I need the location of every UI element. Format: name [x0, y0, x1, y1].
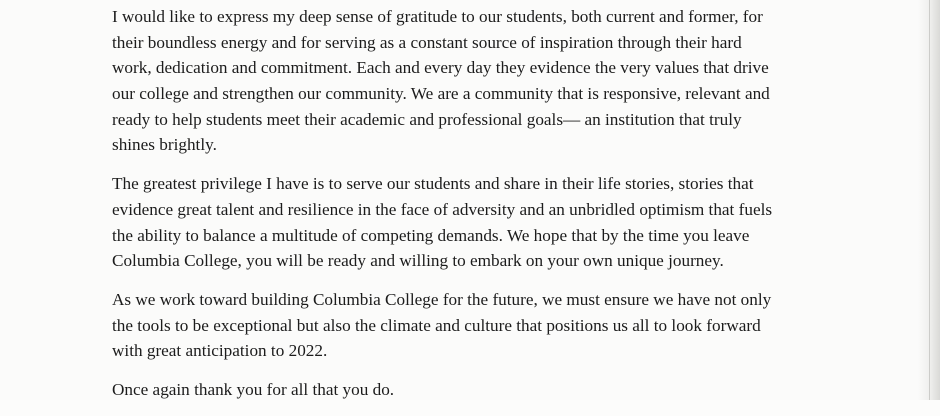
- text-line: I would like to express my deep sense of gratitude to our students, both current and former, for: [112, 7, 763, 26]
- paragraph-thanks: [112, 377, 912, 403]
- text-line: As we work toward building Columbia College for the future, we must ensure we have not only: [112, 289, 772, 309]
- text-line: with great anticipation to 2022.: [112, 341, 328, 361]
- paragraph-future: [112, 287, 912, 364]
- paragraph-gratitude: [112, 4, 912, 158]
- text-line: the tools to be exceptional but also the climate and culture that positions us all to look forward: [112, 315, 761, 335]
- text-line: The greatest privilege I have is to serve our students and share in their life stories, stories that: [112, 174, 754, 194]
- text-line: Once again thank you for all that you do.: [112, 379, 395, 399]
- text-line: work, dedication and commitment. Each and every day they evidence the very values that drive: [112, 58, 769, 78]
- text-line: Columbia College, you will be ready and willing to embark on your own unique journey.: [112, 251, 724, 271]
- scan-edge-line: [929, 0, 930, 400]
- paragraph-privilege: [112, 171, 912, 274]
- text-line: their boundless energy and for serving as a constant source of inspiration through their hard: [112, 32, 742, 52]
- letter-body: [112, 4, 912, 416]
- text-line: shines brightly.: [112, 135, 217, 155]
- text-line: the ability to balance a multitude of competing demands. We hope that by the time you leave: [112, 225, 750, 245]
- text-line: evidence great talent and resilience in the face of adversity and an unbridled optimism that fuels: [112, 199, 773, 219]
- text-line: ready to help students meet their academic and professional goals— an institution that truly: [112, 109, 742, 129]
- text-line: our college and strengthen our community. We are a community that is responsive, relevant and: [112, 84, 770, 104]
